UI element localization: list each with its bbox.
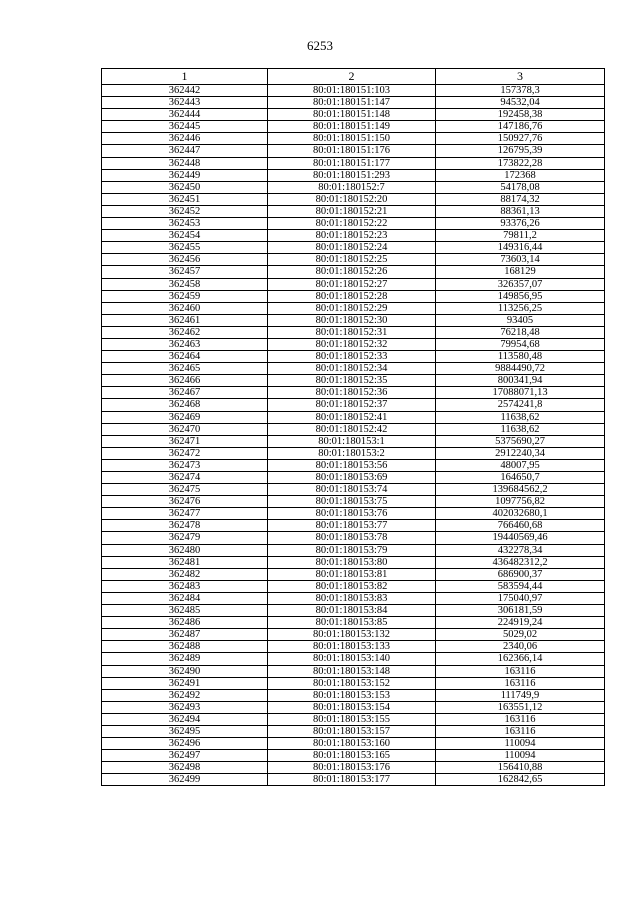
table-row — [102, 762, 605, 774]
table-row — [102, 641, 605, 653]
table-cell-col2: 80:01:180153:152 — [268, 677, 436, 689]
table-row — [102, 750, 605, 762]
table-cell-col3: 766460,68 — [436, 520, 605, 532]
table-cell-col3: 93376,26 — [436, 218, 605, 230]
table-cell-col2: 80:01:180152:23 — [268, 230, 436, 242]
table-row — [102, 218, 605, 230]
table-cell-col3: 94532,04 — [436, 97, 605, 109]
table-cell-col2: 80:01:180152:32 — [268, 338, 436, 350]
table-cell-col3: 126795,39 — [436, 145, 605, 157]
table-cell-col1: 362475 — [102, 484, 268, 496]
table-cell-col3: 686900,37 — [436, 568, 605, 580]
page-number: 6253 — [307, 38, 333, 53]
table-row — [102, 653, 605, 665]
table-cell-col3: 168129 — [436, 266, 605, 278]
table-cell-col2: 80:01:180153:1 — [268, 435, 436, 447]
table-cell-col3: 5375690,27 — [436, 435, 605, 447]
table-cell-col2: 80:01:180152:21 — [268, 205, 436, 217]
column-header-1: 1 — [102, 69, 268, 85]
table-row — [102, 278, 605, 290]
table-cell-col3: 2574241,8 — [436, 399, 605, 411]
table-cell-col1: 362451 — [102, 193, 268, 205]
table-cell-col2: 80:01:180152:7 — [268, 181, 436, 193]
table-cell-col2: 80:01:180151:147 — [268, 97, 436, 109]
table-cell-col3: 79811,2 — [436, 230, 605, 242]
table-cell-col3: 139684562,2 — [436, 484, 605, 496]
table-cell-col1: 362449 — [102, 169, 268, 181]
table-row — [102, 677, 605, 689]
table-cell-col3: 9884490,72 — [436, 363, 605, 375]
table-row — [102, 326, 605, 338]
table-row — [102, 592, 605, 604]
table-cell-col2: 80:01:180152:35 — [268, 375, 436, 387]
table-header-row — [102, 69, 605, 85]
table-cell-col2: 80:01:180153:83 — [268, 592, 436, 604]
table-cell-col3: 156410,88 — [436, 762, 605, 774]
table-cell-col1: 362474 — [102, 472, 268, 484]
table-cell-col2: 80:01:180152:30 — [268, 314, 436, 326]
table-row — [102, 447, 605, 459]
table-cell-col2: 80:01:180153:56 — [268, 459, 436, 471]
table-cell-col1: 362462 — [102, 326, 268, 338]
table-cell-col3: 173822,28 — [436, 157, 605, 169]
table-cell-col3: 192458,38 — [436, 109, 605, 121]
table-cell-col1: 362481 — [102, 556, 268, 568]
table-row — [102, 254, 605, 266]
table-cell-col1: 362492 — [102, 689, 268, 701]
table-cell-col2: 80:01:180152:25 — [268, 254, 436, 266]
table-cell-col1: 362476 — [102, 496, 268, 508]
table-cell-col2: 80:01:180152:28 — [268, 290, 436, 302]
table-cell-col1: 362497 — [102, 750, 268, 762]
table-cell-col3: 149316,44 — [436, 242, 605, 254]
table-cell-col3: 583594,44 — [436, 580, 605, 592]
table-cell-col1: 362499 — [102, 774, 268, 786]
table-cell-col1: 362443 — [102, 97, 268, 109]
table-row — [102, 242, 605, 254]
table-cell-col2: 80:01:180151:177 — [268, 157, 436, 169]
table-cell-col3: 1097756,82 — [436, 496, 605, 508]
table-row — [102, 435, 605, 447]
table-cell-col2: 80:01:180153:75 — [268, 496, 436, 508]
table-row — [102, 205, 605, 217]
table-cell-col2: 80:01:180153:132 — [268, 629, 436, 641]
table-cell-col3: 88174,32 — [436, 193, 605, 205]
table-row — [102, 544, 605, 556]
table-cell-col1: 362480 — [102, 544, 268, 556]
table-cell-col1: 362491 — [102, 677, 268, 689]
table-row — [102, 568, 605, 580]
table-cell-col1: 362448 — [102, 157, 268, 169]
table-cell-col1: 362489 — [102, 653, 268, 665]
table-row — [102, 363, 605, 375]
table-row — [102, 605, 605, 617]
table-cell-col2: 80:01:180153:140 — [268, 653, 436, 665]
table-cell-col3: 172368 — [436, 169, 605, 181]
table-cell-col3: 113256,25 — [436, 302, 605, 314]
table-row — [102, 85, 605, 97]
table-cell-col1: 362457 — [102, 266, 268, 278]
table-cell-col3: 432278,34 — [436, 544, 605, 556]
table-cell-col3: 73603,14 — [436, 254, 605, 266]
table-cell-col1: 362477 — [102, 508, 268, 520]
table-row — [102, 133, 605, 145]
table-cell-col3: 163116 — [436, 713, 605, 725]
table-cell-col2: 80:01:180153:80 — [268, 556, 436, 568]
data-table — [101, 68, 605, 786]
table-cell-col2: 80:01:180152:37 — [268, 399, 436, 411]
table-cell-col1: 362471 — [102, 435, 268, 447]
table-row — [102, 375, 605, 387]
table-cell-col1: 362482 — [102, 568, 268, 580]
table-cell-col1: 362479 — [102, 532, 268, 544]
table-row — [102, 617, 605, 629]
table-cell-col2: 80:01:180151:293 — [268, 169, 436, 181]
table-cell-col1: 362450 — [102, 181, 268, 193]
table-row — [102, 230, 605, 242]
table-cell-col2: 80:01:180152:24 — [268, 242, 436, 254]
table-row — [102, 290, 605, 302]
table-cell-col1: 362485 — [102, 605, 268, 617]
table-cell-col2: 80:01:180153:79 — [268, 544, 436, 556]
table-cell-col2: 80:01:180151:150 — [268, 133, 436, 145]
table-cell-col2: 80:01:180153:2 — [268, 447, 436, 459]
table-cell-col1: 362445 — [102, 121, 268, 133]
table-cell-col2: 80:01:180151:103 — [268, 85, 436, 97]
table-row — [102, 411, 605, 423]
table-cell-col2: 80:01:180153:165 — [268, 750, 436, 762]
table-cell-col2: 80:01:180152:26 — [268, 266, 436, 278]
table-cell-col1: 362459 — [102, 290, 268, 302]
table-cell-col1: 362473 — [102, 459, 268, 471]
table-cell-col1: 362446 — [102, 133, 268, 145]
table-cell-col2: 80:01:180151:149 — [268, 121, 436, 133]
table-cell-col2: 80:01:180153:153 — [268, 689, 436, 701]
table-cell-col2: 80:01:180153:157 — [268, 725, 436, 737]
table-row — [102, 520, 605, 532]
table-cell-col3: 157378,3 — [436, 85, 605, 97]
table-row — [102, 423, 605, 435]
table-cell-col2: 80:01:180153:148 — [268, 665, 436, 677]
table-cell-col3: 76218,48 — [436, 326, 605, 338]
table-cell-col1: 362495 — [102, 725, 268, 737]
table-cell-col2: 80:01:180152:22 — [268, 218, 436, 230]
table-cell-col1: 362496 — [102, 738, 268, 750]
table-cell-col1: 362455 — [102, 242, 268, 254]
table-cell-col1: 362478 — [102, 520, 268, 532]
table-cell-col2: 80:01:180153:160 — [268, 738, 436, 750]
table-row — [102, 266, 605, 278]
table-cell-col2: 80:01:180152:34 — [268, 363, 436, 375]
table-cell-col3: 224919,24 — [436, 617, 605, 629]
table-cell-col2: 80:01:180152:27 — [268, 278, 436, 290]
table-row — [102, 459, 605, 471]
table-cell-col3: 48007,95 — [436, 459, 605, 471]
table-cell-col3: 150927,76 — [436, 133, 605, 145]
table-cell-col2: 80:01:180153:176 — [268, 762, 436, 774]
table-cell-col3: 162366,14 — [436, 653, 605, 665]
table-cell-col1: 362487 — [102, 629, 268, 641]
table-cell-col1: 362461 — [102, 314, 268, 326]
table-cell-col3: 800341,94 — [436, 375, 605, 387]
table-cell-col3: 306181,59 — [436, 605, 605, 617]
table-cell-col1: 362490 — [102, 665, 268, 677]
column-header-2: 2 — [268, 69, 436, 85]
table-cell-col3: 326357,07 — [436, 278, 605, 290]
table-cell-col2: 80:01:180152:36 — [268, 387, 436, 399]
table-cell-col3: 163116 — [436, 725, 605, 737]
table-cell-col1: 362452 — [102, 205, 268, 217]
table-row — [102, 121, 605, 133]
table-cell-col1: 362470 — [102, 423, 268, 435]
table-cell-col3: 17088071,13 — [436, 387, 605, 399]
table-cell-col2: 80:01:180153:78 — [268, 532, 436, 544]
table-row — [102, 387, 605, 399]
table-cell-col1: 362483 — [102, 580, 268, 592]
table-cell-col3: 111749,9 — [436, 689, 605, 701]
table-cell-col1: 362454 — [102, 230, 268, 242]
table-cell-col1: 362467 — [102, 387, 268, 399]
table-row — [102, 484, 605, 496]
table-cell-col3: 19440569,46 — [436, 532, 605, 544]
table-cell-col2: 80:01:180153:85 — [268, 617, 436, 629]
table-cell-col3: 164650,7 — [436, 472, 605, 484]
table-cell-col2: 80:01:180152:33 — [268, 351, 436, 363]
table-row — [102, 338, 605, 350]
table-cell-col2: 80:01:180151:176 — [268, 145, 436, 157]
table-row — [102, 97, 605, 109]
table-row — [102, 774, 605, 786]
table-cell-col2: 80:01:180152:20 — [268, 193, 436, 205]
table-cell-col1: 362447 — [102, 145, 268, 157]
table-cell-col3: 163116 — [436, 677, 605, 689]
table-cell-col3: 79954,68 — [436, 338, 605, 350]
table-cell-col2: 80:01:180153:76 — [268, 508, 436, 520]
table-row — [102, 665, 605, 677]
table-body — [102, 85, 605, 786]
table-cell-col1: 362466 — [102, 375, 268, 387]
table-cell-col1: 362468 — [102, 399, 268, 411]
table-cell-col1: 362453 — [102, 218, 268, 230]
table-cell-col1: 362464 — [102, 351, 268, 363]
table-row — [102, 399, 605, 411]
table-cell-col3: 163551,12 — [436, 701, 605, 713]
table-cell-col2: 80:01:180152:31 — [268, 326, 436, 338]
table-row — [102, 689, 605, 701]
table-cell-col1: 362444 — [102, 109, 268, 121]
table-cell-col1: 362493 — [102, 701, 268, 713]
table-cell-col3: 163116 — [436, 665, 605, 677]
table-cell-col2: 80:01:180152:29 — [268, 302, 436, 314]
table-row — [102, 181, 605, 193]
table-row — [102, 556, 605, 568]
table-cell-col3: 436482312,2 — [436, 556, 605, 568]
table-row — [102, 472, 605, 484]
table-row — [102, 508, 605, 520]
table-cell-col1: 362486 — [102, 617, 268, 629]
table-row — [102, 157, 605, 169]
table-row — [102, 713, 605, 725]
column-header-3: 3 — [436, 69, 605, 85]
table-cell-col1: 362456 — [102, 254, 268, 266]
table-cell-col2: 80:01:180152:42 — [268, 423, 436, 435]
table-row — [102, 496, 605, 508]
table-cell-col3: 93405 — [436, 314, 605, 326]
table-cell-col3: 2912240,34 — [436, 447, 605, 459]
table-cell-col2: 80:01:180153:177 — [268, 774, 436, 786]
table-cell-col2: 80:01:180153:77 — [268, 520, 436, 532]
table-cell-col2: 80:01:180151:148 — [268, 109, 436, 121]
table-cell-col3: 11638,62 — [436, 411, 605, 423]
table-cell-col3: 110094 — [436, 750, 605, 762]
table-cell-col3: 54178,08 — [436, 181, 605, 193]
table-row — [102, 314, 605, 326]
table-cell-col1: 362460 — [102, 302, 268, 314]
table-cell-col2: 80:01:180153:133 — [268, 641, 436, 653]
table-cell-col2: 80:01:180153:69 — [268, 472, 436, 484]
table-cell-col2: 80:01:180153:82 — [268, 580, 436, 592]
table-row — [102, 193, 605, 205]
table-cell-col3: 110094 — [436, 738, 605, 750]
table-cell-col3: 88361,13 — [436, 205, 605, 217]
table-cell-col2: 80:01:180153:74 — [268, 484, 436, 496]
table-cell-col3: 162842,65 — [436, 774, 605, 786]
table-cell-col1: 362494 — [102, 713, 268, 725]
table-cell-col3: 402032680,1 — [436, 508, 605, 520]
table-row — [102, 738, 605, 750]
table-cell-col1: 362498 — [102, 762, 268, 774]
table-row — [102, 629, 605, 641]
table-row — [102, 725, 605, 737]
table-cell-col2: 80:01:180153:81 — [268, 568, 436, 580]
table-cell-col1: 362463 — [102, 338, 268, 350]
table-cell-col2: 80:01:180153:155 — [268, 713, 436, 725]
table-cell-col3: 5029,02 — [436, 629, 605, 641]
table-row — [102, 701, 605, 713]
table-row — [102, 580, 605, 592]
table-cell-col2: 80:01:180153:84 — [268, 605, 436, 617]
table-cell-col1: 362465 — [102, 363, 268, 375]
table-cell-col3: 2340,06 — [436, 641, 605, 653]
table-cell-col3: 175040,97 — [436, 592, 605, 604]
table-cell-col1: 362442 — [102, 85, 268, 97]
table-row — [102, 302, 605, 314]
table-row — [102, 145, 605, 157]
table-cell-col1: 362484 — [102, 592, 268, 604]
table-cell-col2: 80:01:180153:154 — [268, 701, 436, 713]
table-cell-col3: 113580,48 — [436, 351, 605, 363]
table-cell-col3: 149856,95 — [436, 290, 605, 302]
table-cell-col1: 362488 — [102, 641, 268, 653]
table-cell-col3: 11638,62 — [436, 423, 605, 435]
table-cell-col1: 362472 — [102, 447, 268, 459]
table-cell-col3: 147186,76 — [436, 121, 605, 133]
table-row — [102, 109, 605, 121]
table-cell-col1: 362458 — [102, 278, 268, 290]
table-row — [102, 169, 605, 181]
table-cell-col2: 80:01:180152:41 — [268, 411, 436, 423]
table-row — [102, 532, 605, 544]
table-cell-col1: 362469 — [102, 411, 268, 423]
table-row — [102, 351, 605, 363]
